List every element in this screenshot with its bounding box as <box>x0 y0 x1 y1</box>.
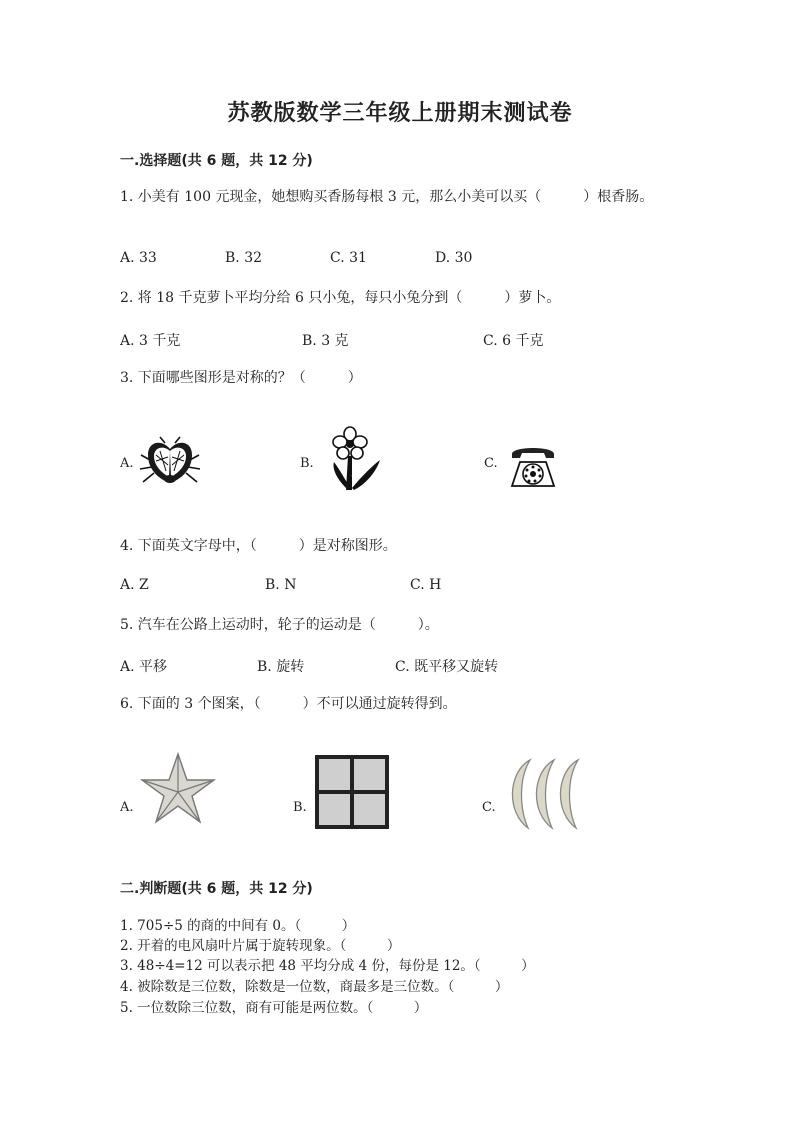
option-c: C. H <box>410 577 442 593</box>
option-d: D. 30 <box>435 250 473 266</box>
judgement-item: 4. 被除数是三位数，除数是一位数，商最多是三位数。（ ） <box>120 979 509 995</box>
option-a: A. 3 千克 <box>120 333 181 349</box>
option-c: C. 31 <box>330 250 367 266</box>
option-b: B. 旋转 <box>257 659 305 675</box>
option-b: B. <box>293 800 307 815</box>
question-2: 2. 将 18 千克萝卜平均分给 6 只小兔，每只小兔分到（ ）萝卜。 <box>120 290 561 306</box>
option-a: A. 平移 <box>120 659 168 675</box>
option-a: A. <box>120 800 134 815</box>
judgement-item: 1. 705÷5 的商的中间有 0。（ ） <box>120 918 356 934</box>
question-3: 3. 下面哪些图形是对称的？（ ） <box>120 370 362 386</box>
question-4-options <box>120 577 720 597</box>
flower-icon <box>326 426 384 492</box>
judgement-item: 5. 一位数除三位数，商有可能是两位数。（ ） <box>120 1000 428 1016</box>
grid-square-icon <box>314 754 390 830</box>
judgement-item: 2. 开着的电风扇叶片属于旋转现象。（ ） <box>120 938 401 954</box>
question-6: 6. 下面的 3 个图案，（ ）不可以通过旋转得到。 <box>120 696 457 712</box>
telephone-icon <box>508 444 558 490</box>
question-1: 1. 小美有 100 元现金，她想购买香肠每根 3 元，那么小美可以买（ ）根香肠。 <box>120 189 654 205</box>
option-c: C. 6 千克 <box>483 333 544 349</box>
question-2-options <box>120 330 720 350</box>
question-5-options <box>120 656 720 676</box>
question-5: 5. 汽车在公路上运动时，轮子的运动是（ ）。 <box>120 617 439 633</box>
option-c: C. <box>484 456 498 471</box>
option-b: B. 32 <box>225 250 263 266</box>
option-b: B. <box>300 456 314 471</box>
crescent-moons-icon <box>504 758 584 830</box>
question-4: 4. 下面英文字母中，（ ）是对称图形。 <box>120 538 397 554</box>
option-a: A. Z <box>120 577 149 593</box>
star-icon <box>140 752 216 826</box>
section-heading-choice: 一.选择题(共 6 题，共 12 分) <box>120 153 313 169</box>
option-c: C. 既平移又旋转 <box>395 659 499 675</box>
option-c: C. <box>482 800 496 815</box>
question-1-options <box>120 250 720 270</box>
option-a: A. <box>120 456 134 471</box>
bug-icon <box>138 435 202 487</box>
page-title: 苏教版数学三年级上册期末测试卷 <box>227 100 573 126</box>
judgement-item: 3. 48÷4=12 可以表示把 48 平均分成 4 份，每份是 12。（ ） <box>120 958 535 974</box>
option-b: B. N <box>265 577 297 593</box>
option-b: B. 3 克 <box>302 333 349 349</box>
option-a: A. 33 <box>120 250 157 266</box>
section-heading-judgement: 二.判断题(共 6 题，共 12 分) <box>120 881 313 897</box>
